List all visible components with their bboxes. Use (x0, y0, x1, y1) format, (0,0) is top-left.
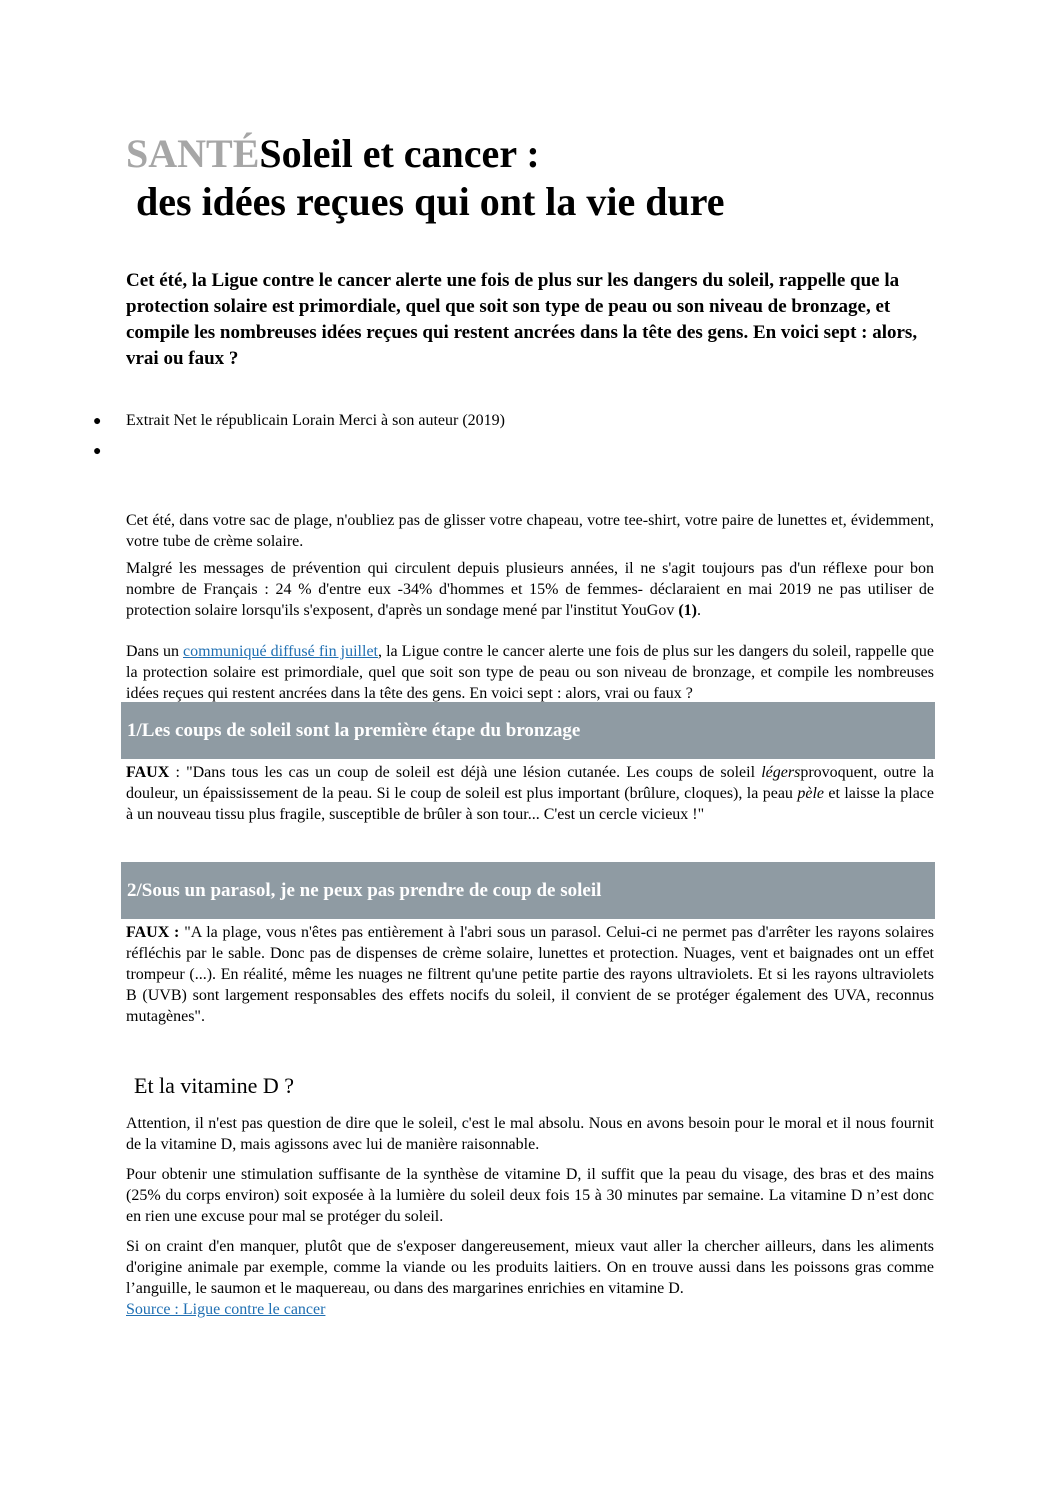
list-item (0, 410, 1058, 440)
communique-after: , la Ligue contre le cancer alerte une fois de plus sur les dangers du soleil, rappelle que la protection solaire est primordiale, quel que soit son type de peau ou son niveau de bronzage, et compile les nombreuses idées reçues qui restent ancrées dans la tête des gens. En voici sept : alors, vrai ou faux ? (126, 643, 934, 702)
title-line2: des idées reçues qui ont la vie dure (136, 179, 725, 224)
vitamin-heading: Et la vitamine D ? (134, 1073, 295, 1098)
section-answer (126, 762, 934, 825)
section-heading-band (121, 862, 935, 919)
section-heading: 2/Sous un parasol, je ne peux pas prendre de coup de soleil (127, 880, 602, 901)
list-item (0, 440, 1058, 470)
vitamin-body (126, 1113, 934, 1329)
bullet-icon: ● (93, 414, 102, 429)
page-title (126, 130, 1026, 226)
answer-text: "A la plage, vous n'êtes pas entièrement à l'abri sous un parasol. Celui-ci ne permet pas d'arrêter les rayons solaires réfléchis par le sable. Donc pas de dispenses de crème solaire, lunettes et protection. Nuages, vent et baignades ont un effet trompeur (...). En réalité, même les nuages ne filtrent qu'une petite partie des rayons ultraviolets. Et si les rayons ultraviolets B (UVB) sont largement responsables des effets nocifs du soleil, il convient de se protéger également des UVA, reconnus mutagènes". (126, 924, 935, 1025)
survey-end: . (697, 602, 701, 619)
communique-before: Dans un (126, 643, 184, 660)
answer-text: provoquent, outre la douleur, un épaississement de la peau. Si le coup de soleil est plus important (brûlure, cloques), la peau (126, 764, 935, 802)
section-answer (126, 922, 934, 1027)
communique-link[interactable]: communiqué diffusé fin juillet (183, 643, 378, 660)
survey-reference: (1) (678, 602, 697, 619)
source-credit: Extrait Net le républicain Lorain Merci à son auteur (2019) (126, 412, 505, 429)
article-body (126, 510, 934, 710)
title-line1: Soleil et cancer : (259, 131, 540, 176)
verdict-label: FAUX : (126, 924, 180, 941)
title-kicker: SANTÉ (126, 131, 260, 176)
verdict-label: FAUX (126, 764, 170, 781)
vitamin-paragraph: Attention, il n'est pas question de dire que le soleil, c'est le mal absolu. Nous en avons besoin pour le moral et il nous fournit de la vitamine D, mais agissons avec lui de manière raisonnable. (126, 1115, 934, 1153)
paragraph-survey (126, 558, 934, 621)
paragraph-communique (126, 641, 934, 704)
section-heading: 1/Les coups de soleil sont la première étape du bronzage (127, 720, 581, 741)
survey-text: Malgré les messages de prévention qui circulent depuis plusieurs années, il ne s'agit toujours pas d'un réflexe pour bon nombre de Français : 24 % d'entre eux -34% d'hommes et 15% de femmes- déclaraient en mai 2019 ne pas utiliser de protection solaire lorsqu'ils s'exposent, d'après un sondage mené par l'institut YouGov (126, 560, 934, 619)
lead-paragraph: Cet été, la Ligue contre le cancer alerte une fois de plus sur les dangers du soleil, rappelle que la protection solaire est primordiale, quel que soit son type de peau ou son niveau de bronzage, et compile les nombreuses idées reçues qui restent ancrées dans la tête des gens. En voici sept : alors, vrai ou faux ? (126, 270, 918, 369)
answer-emphasis: pèle (797, 785, 824, 802)
vitamin-paragraph (126, 1236, 934, 1320)
bullet-list (0, 410, 1058, 470)
answer-text: : "Dans tous les cas un coup de soleil est déjà une lésion cutanée. Les coups de soleil (169, 764, 762, 781)
answer-text: et laisse la place à un nouveau tissu plus fragile, susceptible de brûler à son tour... C'est un cercle vicieux !" (126, 785, 935, 823)
answer-emphasis: légers (761, 764, 801, 781)
paragraph-beach-bag: Cet été, dans votre sac de plage, n'oubliez pas de glisser votre chapeau, votre tee-shirt, votre paire de lunettes et, évidemment, votre tube de crème solaire. (126, 512, 934, 550)
section-heading-band (121, 702, 935, 759)
bullet-icon: ● (93, 444, 102, 459)
vitamin-text: Si on craint d'en manquer, plutôt que de s'exposer dangereusement, mieux vaut aller la chercher ailleurs, dans les aliments d'origine animale par exemple, comme la viande ou les produits laitiers. On en trouve aussi dans les poissons gras comme l’anguille, le saumon et le maquereau, ou dans des margarines enrichies en vitamine D. (126, 1238, 934, 1297)
source-link[interactable]: Source : Ligue contre le cancer (126, 1301, 326, 1318)
vitamin-paragraph: Pour obtenir une stimulation suffisante de la synthèse de vitamine D, il suffit que la peau du visage, des bras et des mains (25% du corps environ) soit exposée à la lumière du soleil deux fois 15 à 30 minutes par semaine. La vitamine D n’est donc en rien une excuse pour mal se protéger du soleil. (126, 1166, 934, 1225)
